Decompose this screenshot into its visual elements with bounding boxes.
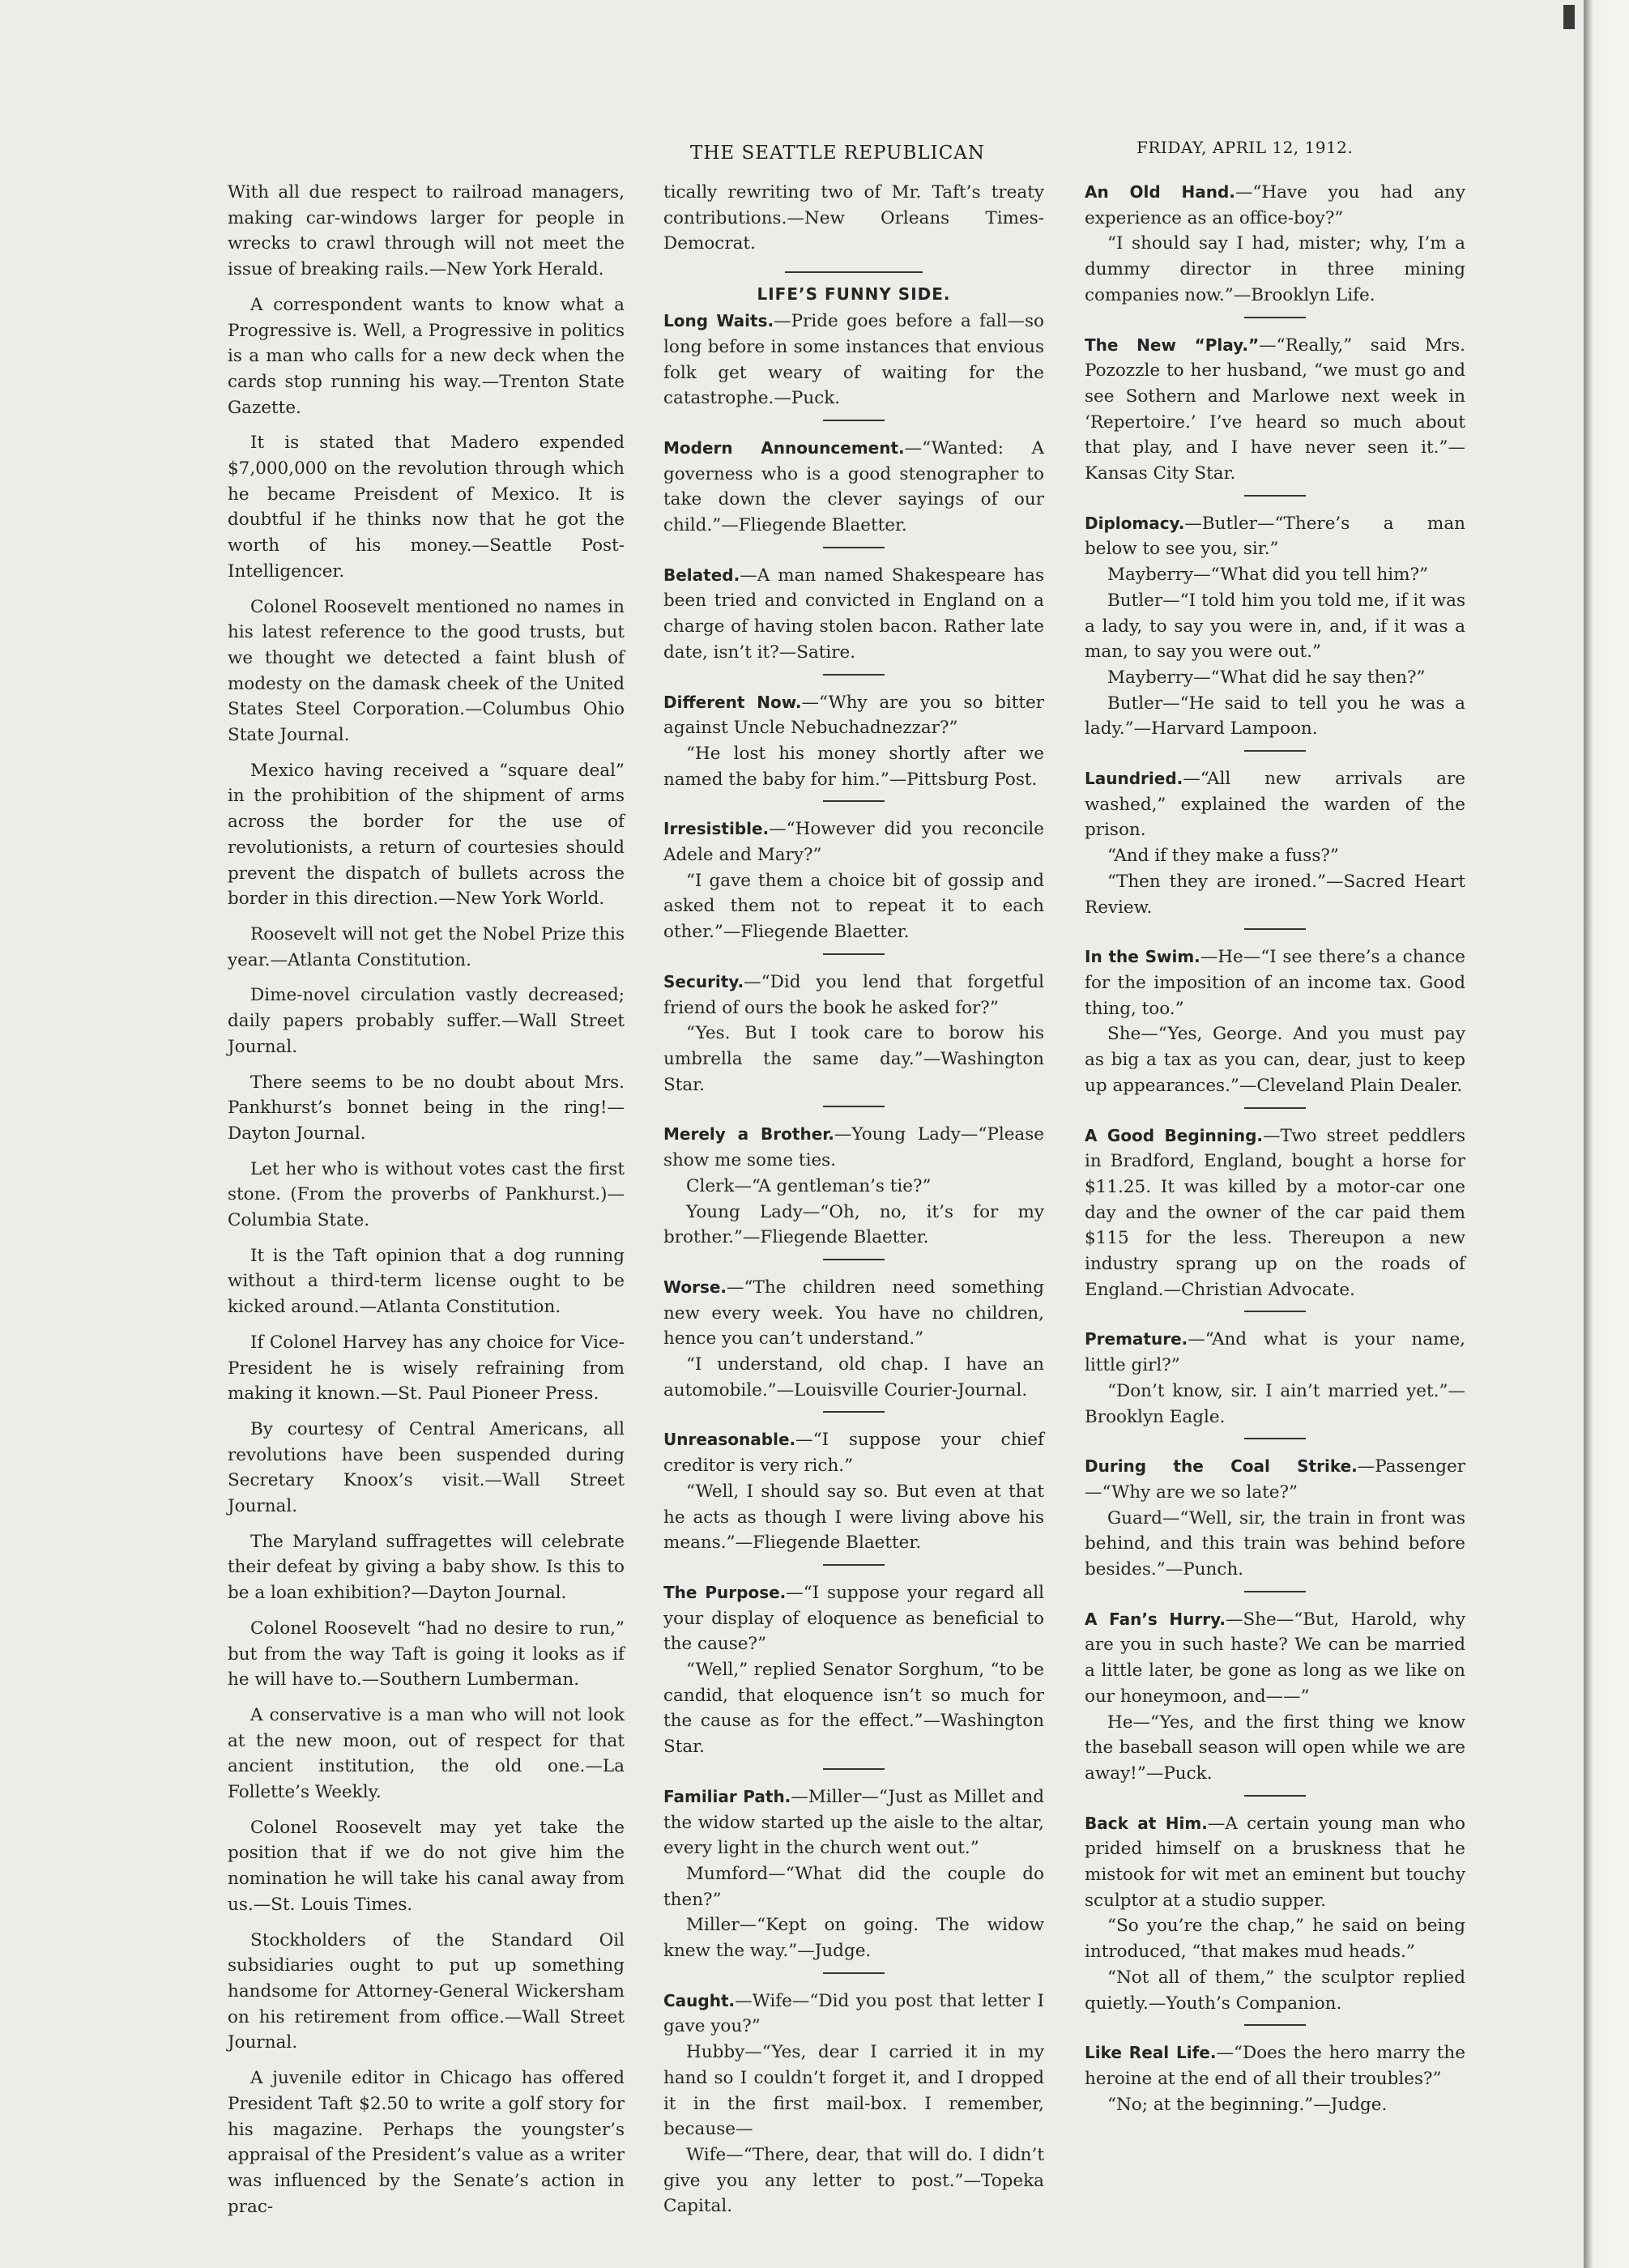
joke-paragraph: “I should say I had, mister; why, I’m a dummy director in three mining companies now.”—Brooklyn Life. [1085,233,1465,305]
editorial-paragraph: Colonel Roosevelt mentioned no names in his latest reference to the good trusts, but we thought we detected a faint blush of modesty on the damask cheek of the United States Steel Corporation.—Columbus Ohio State Journal. [228,596,625,746]
joke-text: —“Why are you so bitter against Uncle Nebuchadnezzar?” [663,692,1044,739]
joke-paragraph: “Not all of them,” the sculptor replied quietly.—Youth’s Companion. [1085,1967,1465,2014]
joke-text: —“Really,” said Mrs. Pozozzle to her husband, “we must go and see Sothern and Marlowe next week in ‘Repertoire.’ I’ve heard so much about that play, and I have never seen it.”—Kansas City Star. [1085,335,1465,484]
joke-text: —“Have you had any experience as an office-boy?” [1085,182,1466,228]
joke-title: A Good Beginning. [1085,1125,1264,1145]
column-2 [663,180,1044,2228]
joke-paragraph: “Yes. But I took care to borow his umbrella the same day.”—Washington Star. [663,1023,1044,1095]
joke-text: —“Does the hero marry the heroine at the end of all their troubles?” [1085,2043,1466,2089]
joke-item [1085,1327,1465,1430]
joke-paragraph [1085,1454,1465,1505]
joke-title: Diplomacy. [1085,513,1185,533]
editorial-paragraph: Dime-novel circulation vastly decreased; daily papers probably suffer.—Wall Street Journal. [228,985,625,1057]
joke-text: —A certain young man who prided himself on a bruskness that he mistook for wit met an eminent but touchy sculptor at a studio supper. [1085,1813,1465,1911]
separator-rule [1244,1107,1306,1109]
editorial-paragraph: Roosevelt will not get the Nobel Prize this year.—Atlanta Constitution. [228,923,625,970]
separator-rule [823,953,885,955]
joke-paragraph [1085,2040,1465,2091]
issue-date: FRIDAY, APRIL 12, 1912. [1136,138,1354,157]
joke-paragraph: Guard—“Well, sir, the train in front was behind, and this train was behind before besides.”—Punch. [1085,1507,1465,1580]
joke-item [1085,180,1465,309]
joke-paragraph: “I understand, old chap. I have an automobile.”—Louisville Courier-Journal. [663,1354,1044,1400]
joke-text: —Wife—“Did you post that letter I gave you?” [663,1990,1044,2037]
joke-text: —He—“I see there’s a chance for the imposition of an income tax. Good thing, too.” [1085,947,1465,1019]
joke-title: Irresistible. [663,819,770,839]
joke-item [663,816,1044,945]
joke-text: —“I suppose your regard all your display of eloquence as beneficial to the cause?” [663,1582,1044,1655]
joke-paragraph [1085,1811,1465,1914]
joke-paragraph [663,563,1044,666]
joke-paragraph [663,816,1044,868]
joke-item [663,1989,1044,2219]
editorial-paragraph: A juvenile editor in Chicago has offered President Taft $2.50 to write a golf story for his magazine. Perhaps the youngster’s appraisal of the President’s value as a writer was influenced by the Senate’s action in prac- [228,2068,625,2217]
joke-item [1085,333,1465,487]
joke-item [1085,1454,1465,1583]
joke-paragraph [1085,1607,1465,1710]
joke-item [663,1784,1044,1964]
joke-item [1085,1123,1465,1303]
joke-title: Familiar Path. [663,1786,791,1806]
separator-rule [1244,495,1306,497]
joke-paragraph: Mayberry—“What did you tell him?” [1107,565,1429,586]
editorial-paragraph: It is stated that Madero expended $7,000,000 on the revolution through which he became Preisdent of Mexico. It is doubtful if he thinks now that he got the worth of his money.—Seattle Post-Intelligencer. [228,433,625,582]
joke-title: A Fan’s Hurry. [1085,1609,1226,1629]
separator-rule [1244,1591,1306,1592]
joke-paragraph [1085,511,1465,562]
joke-paragraph: Hubby—“Yes, dear I carried it in my hand so I couldn’t forget it, and I dropped it in the first mail-box. I remember, because— [663,2042,1044,2140]
separator-rule [823,1411,885,1413]
joke-item [1085,766,1465,920]
corner-tab-mark [1563,5,1575,29]
editorial-paragraph: It is the Taft opinion that a dog running without a third-term license ought to be kicked around.—Atlanta Constitution. [228,1245,625,1318]
joke-title: Caught. [663,1990,736,2010]
joke-item [663,1580,1044,1760]
joke-title: Security. [663,971,744,991]
separator-rule [1244,2024,1306,2026]
column-1 [228,180,625,2229]
joke-title: Laundried. [1085,769,1183,789]
page-edge [1584,0,1629,2268]
joke-paragraph: “So you’re the chap,” he said on being introduced, “that makes mud heads.” [1085,1916,1465,1963]
joke-text: —“The children need something new every week. You have no children, hence you can’t understand.” [663,1277,1044,1349]
joke-paragraph: “And if they make a fuss?” [1107,846,1339,867]
joke-paragraph [1085,944,1465,1021]
joke-text: —“And what is your name, little girl?” [1085,1329,1465,1376]
separator-rule [823,800,885,802]
joke-paragraph: She—“Yes, George. And you must pay as big a tax as you can, dear, just to keep up appearances.”—Cleveland Plain Dealer. [1085,1024,1465,1096]
joke-title: Belated. [663,565,740,585]
joke-title: In the Swim. [1085,947,1200,967]
editorial-paragraph: A correspondent wants to know what a Progressive is. Well, a Progressive in politics is a man who calls for a new deck when the cards stop running his way.—Trenton State Gazette. [228,294,625,418]
joke-text: —She—“But, Harold, why are you in such haste? We can be married a little later, be gone as long as we like on our honeymoon, and——” [1085,1609,1465,1707]
joke-item [663,563,1044,666]
joke-item [1085,1607,1465,1787]
joke-paragraph: Mayberry—“What did he say then?” [1107,667,1426,688]
joke-paragraph: Butler—“He said to tell you he was a lady.”—Harvard Lampoon. [1085,693,1465,740]
editorial-paragraph: If Colonel Harvey has any choice for Vice-President he is wisely refraining from making it known.—St. Paul Pioneer Press. [228,1332,625,1405]
joke-title: Long Waits. [663,311,774,331]
joke-paragraph: Butler—“I told him you told me, if it was a lady, to say you were in, and, if it was a man, to say you were out.” [1085,590,1465,663]
joke-paragraph: Miller—“Kept on going. The widow knew the way.”—Judge. [663,1915,1044,1962]
separator-rule [823,1106,885,1107]
joke-paragraph: “He lost his money shortly after we named the baby for him.”—Pittsburg Post. [663,743,1044,790]
joke-item [1085,2040,1465,2117]
joke-item [663,1427,1044,1556]
section-rule [785,271,923,273]
joke-paragraph [663,309,1044,411]
joke-text: —“All new arrivals are washed,” explained the warden of the prison. [1085,769,1465,841]
joke-paragraph: “Well,” replied Senator Sorghum, “to be candid, that eloquence isn’t so much for the cause as for the effect.”—Washington Star. [663,1660,1044,1758]
joke-item [1085,944,1465,1098]
separator-rule [823,547,885,548]
joke-text: —A man named Shakespeare has been tried and convicted in England on a charge of having stolen bacon. Rather late date, isn’t it?—Satire. [663,565,1044,663]
column-3 [1085,180,1465,2125]
joke-item [663,1275,1044,1404]
joke-paragraph: “I gave them a choice bit of gossip and asked them not to repeat it to each other.”—Fliegende Blaetter. [663,870,1044,943]
joke-title: During the Coal Strike. [1085,1456,1358,1477]
joke-text: —Two street peddlers in Bradford, England, bought a horse for $11.25. It was killed by a motor-car one day and the owner of the car paid them $115 for the less. Thereupon a new industry sprang up on the roads of England.—Christian Advocate. [1085,1125,1465,1300]
masthead-title: THE SEATTLE REPUBLICAN [690,143,986,164]
joke-title: Worse. [663,1277,727,1297]
continued-paragraph: tically rewriting two of Mr. Taft’s treaty contributions.—New Orleans Times-Democrat. [663,182,1044,254]
joke-text: —“Wanted: A governess who is a good stenographer to take down the clever sayings of our child.”—Fliegende Blaetter. [663,437,1045,536]
joke-paragraph [663,1275,1044,1352]
editorial-paragraph: Let her who is without votes cast the first stone. (From the proverbs of Pankhurst.)—Columbia State. [228,1158,625,1231]
editorial-paragraph: A conservative is a man who will not look at the new moon, out of respect for that ancient institution, the old one.—La Follette’s Weekly. [228,1704,625,1803]
editorial-paragraph: Colonel Roosevelt may yet take the position that if we do not give him the nomination he will take his canal away from us.—St. Louis Times. [228,1817,625,1915]
joke-paragraph: “Well, I should say so. But even at that he acts as though I were living above his means.”—Fliegende Blaetter. [663,1481,1044,1554]
separator-rule [1244,1311,1306,1312]
joke-paragraph [663,690,1044,741]
joke-paragraph [1085,1123,1465,1303]
joke-title: The New “Play.” [1085,335,1260,355]
joke-title: An Old Hand. [1085,182,1235,202]
joke-item [663,1122,1044,1251]
separator-rule [1244,1795,1306,1797]
separator-rule [823,1972,885,1974]
separator-rule [823,674,885,676]
joke-item [663,309,1044,411]
joke-item [663,690,1044,793]
joke-title: Modern Announcement. [663,437,905,458]
joke-text: —Pride goes before a fall—so long before in some instances that envious folk get weary of waiting for the catastrophe.—Puck. [663,311,1045,409]
joke-paragraph: Mumford—“What did the couple do then?” [663,1863,1044,1910]
joke-paragraph [663,1122,1044,1173]
separator-rule [823,1768,885,1770]
joke-paragraph [1085,1327,1465,1378]
joke-paragraph [663,1580,1044,1657]
joke-item [663,436,1044,539]
joke-item [1085,1811,1465,2017]
editorial-paragraph: The Maryland suffragettes will celebrate their defeat by giving a baby show. Is this to be a loan exhibition?—Dayton Journal. [228,1531,625,1604]
joke-paragraph [663,1784,1044,1861]
joke-text: —“I suppose your chief creditor is very rich.” [663,1430,1044,1477]
joke-paragraph: Clerk—“A gentleman’s tie?” [686,1175,932,1196]
joke-text: —“However did you reconcile Adele and Mary?” [663,819,1044,866]
joke-paragraph [1085,180,1465,231]
joke-item [1085,511,1465,742]
joke-title: Different Now. [663,692,802,712]
editorial-paragraph: By courtesy of Central Americans, all revolutions have been suspended during Secretary Knoox’s visit.—Wall Street Journal. [228,1418,625,1517]
joke-paragraph [1085,766,1465,843]
joke-title: Back at Him. [1085,1813,1208,1833]
joke-paragraph [663,436,1044,539]
column-2-items [663,309,1044,2219]
joke-paragraph [1085,333,1465,487]
separator-rule [823,1564,885,1566]
joke-text: —Miller—“Just as Millet and the widow started up the aisle to the altar, every light in the church went out.” [663,1786,1044,1859]
joke-text: —Butler—“There’s a man below to see you, sir.” [1085,513,1465,560]
separator-rule [1244,928,1306,930]
joke-title: Unreasonable. [663,1430,796,1450]
joke-text: —“Did you lend that forgetful friend of ours the book he asked for?” [663,971,1044,1018]
joke-paragraph: “Then they are ironed.”—Sacred Heart Review. [1085,871,1465,918]
editorial-paragraph: With all due respect to railroad managers, making car-windows larger for people in wrecks to crawl through will not meet the issue of breaking rails.—New York Herald. [228,182,625,280]
joke-paragraph: Wife—“There, dear, that will do. I didn’t give you any letter to post.”—Topeka Capital. [663,2145,1044,2217]
joke-paragraph: “No; at the beginning.”—Judge. [1107,2094,1388,2115]
joke-paragraph: “Don’t know, sir. I ain’t married yet.”—Brooklyn Eagle. [1085,1380,1465,1427]
joke-title: Merely a Brother. [663,1124,834,1145]
joke-text: —Young Lady—“Please show me some ties. [663,1124,1044,1171]
joke-title: Like Real Life. [1085,2043,1217,2063]
separator-rule [823,1259,885,1260]
joke-paragraph [663,1427,1044,1478]
joke-text: —Passenger—“Why are we so late?” [1085,1456,1465,1503]
joke-title: The Purpose. [663,1582,787,1602]
separator-rule [1244,317,1306,318]
editorial-paragraph: Mexico having received a “square deal” in the prohibition of the shipment of arms across the border for the use of revolutionists, a return of courtesies should prevent the dispatch of bullets across the border in this direction.—New York World. [228,760,625,910]
joke-paragraph [663,1989,1044,2040]
separator-rule [1244,1438,1306,1439]
editorial-paragraph: Colonel Roosevelt “had no desire to run,” but from the way Taft is going it looks as if he will have to.—Southern Lumberman. [228,1618,625,1690]
editorial-paragraph: There seems to be no doubt about Mrs. Pankhurst’s bonnet being in the ring!—Dayton Journal. [228,1072,625,1144]
separator-rule [1244,750,1306,752]
joke-paragraph: He—“Yes, and the first thing we know the baseball season will open while we are away!”—Puck. [1085,1712,1465,1784]
editorial-paragraph: Stockholders of the Standard Oil subsidiaries ought to put up something handsome for Attorney-General Wickersham on his retirement from office.—Wall Street Journal. [228,1929,625,2053]
section-heading: LIFE’S FUNNY SIDE. [757,284,951,305]
joke-paragraph [663,970,1044,1021]
joke-paragraph: Young Lady—“Oh, no, it’s for my brother.”—Fliegende Blaetter. [663,1201,1044,1248]
joke-title: Premature. [1085,1329,1188,1349]
joke-item [663,970,1044,1098]
separator-rule [823,420,885,421]
